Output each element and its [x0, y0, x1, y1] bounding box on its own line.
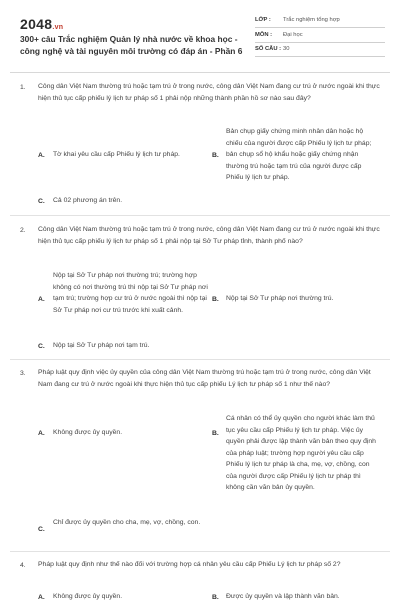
option-text[interactable]: Tờ khai yêu cầu cấp Phiếu lý lịch tư pháp.: [53, 151, 180, 158]
question-text: Công dân Việt Nam thường trú hoặc tạm trú ở trong nước, công dân Việt Nam đang cư trú ở nước ngoài khi thực hiện thủ tục cấp phiếu lý lịch tư pháp số 1 phải nộp những thành phần hồ sơ nào sau đây?: [38, 83, 380, 102]
option-letter[interactable]: A.: [38, 296, 45, 303]
question-divider: [10, 215, 390, 216]
question-number: 2.: [20, 227, 26, 234]
option-letter[interactable]: B.: [212, 594, 219, 601]
option-text[interactable]: Nộp tại Sở Tư pháp nơi thường trú.: [226, 295, 334, 302]
logo-suffix: .vn: [52, 24, 64, 31]
meta-divider: [255, 42, 385, 43]
meta-class-value: Trắc nghiệm tổng hợp: [283, 17, 340, 23]
question-number: 1.: [20, 84, 26, 91]
question-text: Pháp luật quy định như thế nào đối với trường hợp cá nhân yêu cầu cấp Phiếu Lý lịch tư pháp số 2?: [38, 561, 341, 568]
option-text[interactable]: Chỉ được ủy quyền cho cha, mẹ, vợ, chồng, con.: [53, 519, 201, 526]
option-letter[interactable]: B.: [212, 296, 219, 303]
meta-subject-value: Đại học: [283, 32, 303, 38]
option-text[interactable]: Không được ủy quyền.: [53, 593, 123, 600]
option-text[interactable]: Cả 02 phương án trên.: [53, 197, 123, 204]
question-number: 4.: [20, 562, 26, 569]
question-text: Công dân Việt Nam thường trú hoặc tạm trú ở trong nước, công dân Việt Nam đang cư trú ở nước ngoài khi thực hiện thủ tục cấp phiếu lý lịch tư pháp số 1 phải nộp tại Sở Tư pháp tỉnh, thành phố nào?: [38, 226, 380, 245]
option-letter[interactable]: A.: [38, 430, 45, 437]
meta-count-label: SỐ CÂU :: [255, 46, 282, 52]
option-text[interactable]: Nộp tại Sở Tư pháp nơi thường trú; trường hợp không có nơi thường trú thì nộp tại Sở Tư pháp nơi tạm trú; trường hợp cư trú ở nước ngoài thì nộp tại Sở Tư pháp nơi cư trú trước khi xuất cảnh.: [53, 272, 208, 314]
option-letter[interactable]: C.: [38, 343, 45, 350]
option-letter[interactable]: C.: [38, 198, 45, 205]
meta-subject-label: MÔN :: [255, 32, 273, 38]
option-text[interactable]: Bản chụp giấy chứng minh nhân dân hoặc hộ chiếu của người được cấp Phiếu lý lịch tư pháp; bản chụp sổ hộ khẩu hoặc giấy chứng nhận thường trú hoặc tạm trú của người được cấp Phiếu lý lịch tư pháp.: [226, 128, 372, 181]
option-text[interactable]: Cá nhân có thể ủy quyền cho người khác làm thủ tục yêu cầu cấp Phiếu lý lịch tư pháp. Việc ủy quyền phải được lập thành văn bản theo quy định của pháp luật; trường hợp người yêu cầu cấp Phiếu lý lịch tư pháp là cha, mẹ, vợ, chồng, con của người được cấp Phiếu lý lịch tư pháp thì không cần văn bản ủy quyền.: [226, 415, 376, 491]
option-text[interactable]: Được ủy quyền và lập thành văn bản.: [226, 593, 340, 600]
logo-text: 2048: [20, 16, 53, 32]
option-letter[interactable]: B.: [212, 152, 219, 159]
option-text[interactable]: Không được ủy quyền.: [53, 429, 123, 436]
option-text[interactable]: Nộp tại Sở Tư pháp nơi tạm trú.: [53, 342, 150, 349]
meta-divider: [255, 27, 385, 28]
header-divider: [10, 72, 390, 73]
page-title: 300+ câu Trắc nghiệm Quản lý nhà nước về khoa học - công nghệ và tài nguyên môi trường có đáp án - Phần 6: [20, 34, 243, 56]
meta-class-label: LỚP :: [255, 17, 271, 23]
meta-divider: [255, 56, 385, 57]
option-letter[interactable]: C.: [38, 526, 45, 533]
meta-count-value: 30: [283, 46, 290, 52]
question-number: 3.: [20, 370, 26, 377]
question-divider: [10, 359, 390, 360]
question-text: Pháp luật quy định việc ủy quyền của công dân Việt Nam thường trú hoặc tạm trú ở trong nước, công dân Việt Nam đang cư trú ở nước ngoài khi thực hiện thủ tục cấp phiếu Lý lịch tư pháp số 1 như thế nào?: [38, 369, 371, 388]
option-letter[interactable]: A.: [38, 594, 45, 601]
site-logo[interactable]: [20, 16, 63, 32]
option-letter[interactable]: A.: [38, 152, 45, 159]
question-divider: [10, 551, 390, 552]
option-letter[interactable]: B.: [212, 430, 219, 437]
